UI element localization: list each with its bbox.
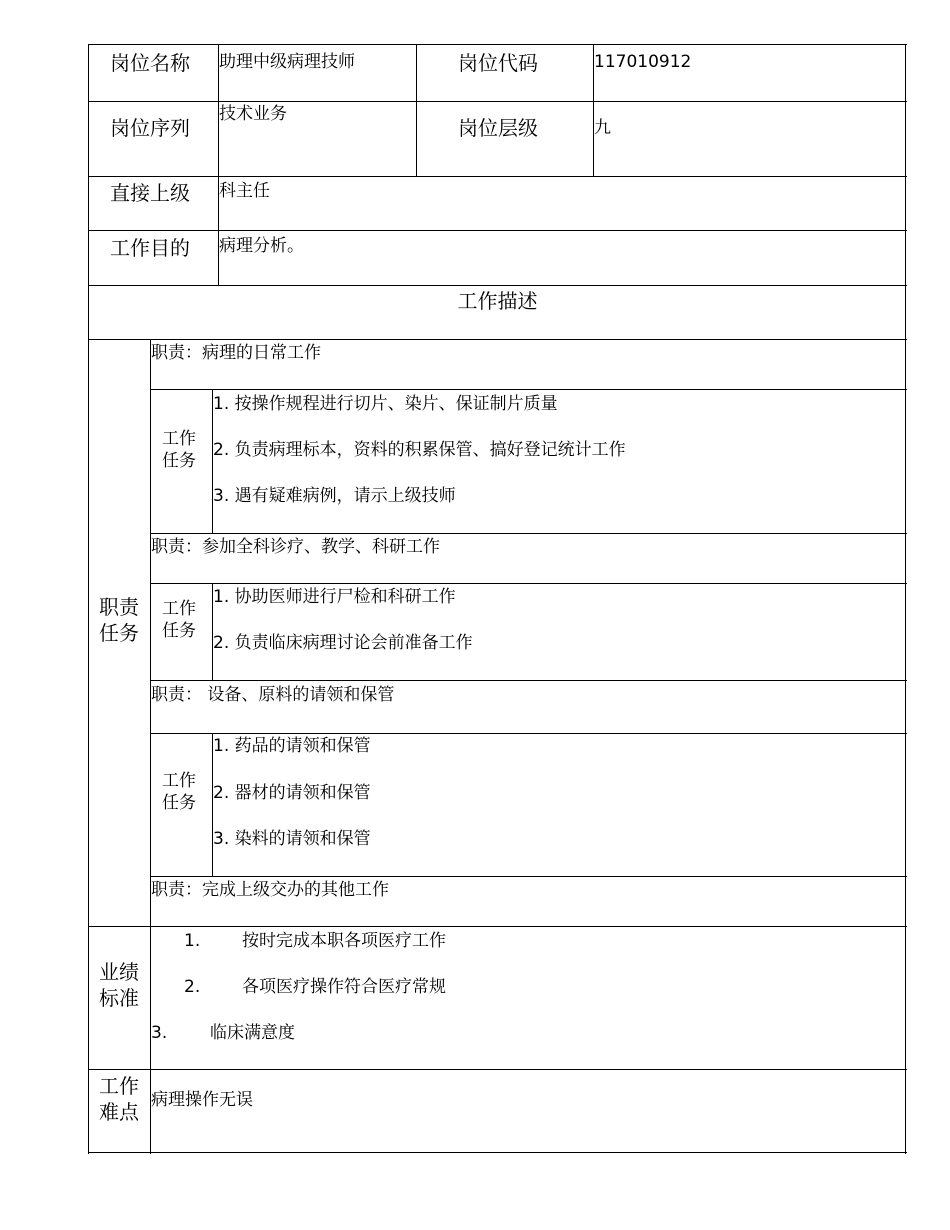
task-item: 2. 器材的请领和保管: [213, 783, 371, 803]
rule: [88, 176, 907, 177]
duty-title: 职责：完成上级交办的其他工作: [151, 880, 389, 900]
rule: [88, 285, 907, 286]
duty-title: 职责： 设备、原料的请领和保管: [151, 685, 395, 705]
post-name-label: 岗位名称: [110, 51, 190, 75]
rule: [88, 1069, 907, 1070]
difficulty-label: 工作 难点: [99, 1074, 139, 1124]
task-item: 1. 药品的请领和保管: [213, 736, 371, 756]
performance-item-text: 临床满意度: [210, 1023, 295, 1043]
task-item: 3. 染料的请领和保管: [213, 829, 371, 849]
task-label: 工作 任务: [162, 429, 196, 472]
rule: [150, 533, 907, 534]
superior-value: 科主任: [219, 181, 270, 201]
rule: [150, 680, 907, 681]
task-item: 1. 协助医师进行尸检和科研工作: [213, 587, 456, 607]
task-item: 2. 负责临床病理讨论会前准备工作: [213, 633, 473, 653]
rule: [88, 101, 907, 102]
task-item: 2. 负责病理标本，资料的积累保管、搞好登记统计工作: [213, 440, 626, 460]
performance-item-num: 1.: [184, 931, 201, 951]
rule: [416, 44, 417, 176]
difficulty-text: 病理操作无误: [151, 1090, 253, 1110]
level-label: 岗位层级: [458, 116, 538, 140]
rule: [88, 926, 907, 927]
rule: [150, 733, 907, 734]
series-label: 岗位序列: [110, 116, 190, 140]
superior-label: 直接上级: [110, 181, 190, 205]
purpose-value: 病理分析。: [219, 236, 304, 256]
series-value: 技术业务: [219, 104, 287, 124]
rule: [150, 389, 907, 390]
post-name-value: 助理中级病理技师: [219, 52, 355, 72]
rule: [88, 230, 907, 231]
task-item: 3. 遇有疑难病例，请示上级技师: [213, 486, 456, 506]
post-code-value: 117010912: [594, 52, 692, 72]
post-code-label: 岗位代码: [458, 51, 538, 75]
rule: [150, 876, 907, 877]
duty-title: 职责：病理的日常工作: [151, 343, 321, 363]
performance-item-num: 3.: [151, 1023, 168, 1043]
purpose-label: 工作目的: [110, 236, 190, 260]
rule: [88, 339, 907, 340]
duties-label: 职责 任务: [99, 595, 139, 645]
performance-item-text: 各项医疗操作符合医疗常规: [242, 977, 446, 997]
rule: [905, 44, 906, 1154]
rule: [88, 44, 89, 1154]
rule: [88, 1152, 907, 1153]
performance-label: 业绩 标准: [99, 960, 139, 1010]
task-item: 1. 按操作规程进行切片、染片、保证制片质量: [213, 394, 558, 414]
rule: [150, 583, 907, 584]
level-value: 九: [594, 118, 611, 138]
description-title: 工作描述: [457, 289, 538, 313]
task-label: 工作 任务: [162, 599, 196, 642]
job-description-table: [88, 44, 907, 1154]
duty-title: 职责：参加全科诊疗、教学、科研工作: [151, 537, 440, 557]
rule: [88, 44, 907, 45]
performance-item-text: 按时完成本职各项医疗工作: [242, 931, 446, 951]
task-label: 工作 任务: [162, 771, 196, 814]
performance-item-num: 2.: [184, 977, 201, 997]
